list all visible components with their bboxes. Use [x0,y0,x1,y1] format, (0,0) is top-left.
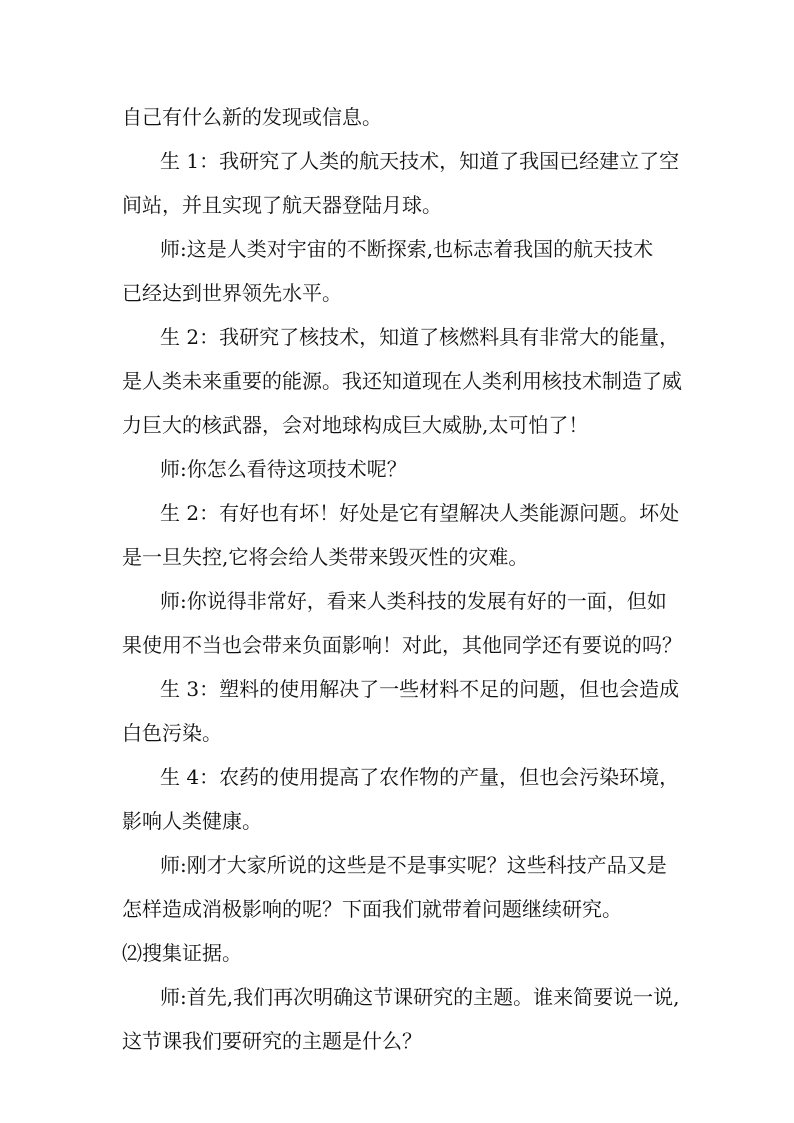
text-line: 是人类未来重要的能源。我还知道现在人类利用核技术制造了威 [122,369,682,393]
text-line: 生 2：有好也有坏！好处是它有望解决人类能源问题。坏处 [160,501,680,525]
text-line: 间站，并且实现了航天器登陆月球。 [122,193,442,217]
section-heading: ⑵搜集证据。 [122,941,242,965]
text-line: 师:你怎么看待这项技术呢？ [160,457,407,481]
text-line: 果使用不当也会带来负面影响！对此，其他同学还有要说的吗？ [122,633,682,657]
text-line: 生 1：我研究了人类的航天技术，知道了我国已经建立了空 [160,149,680,173]
text-line: 自己有什么新的发现或信息。 [122,105,382,129]
text-line: 怎样造成消极影响的呢？下面我们就带着问题继续研究。 [122,897,622,921]
text-line: 生 3：塑料的使用解决了一些材料不足的问题，但也会造成 [160,677,680,701]
text-line: 是一旦失控,它将会给人类带来毁灭性的灾难。 [122,545,529,569]
text-line: 生 4：农药的使用提高了农作物的产量，但也会污染环境， [160,765,680,789]
text-line: 生 2：我研究了核技术，知道了核燃料具有非常大的能量， [160,325,680,349]
text-line: 师:刚才大家所说的这些是不是事实呢？这些科技产品又是 [160,853,667,877]
text-line: 力巨大的核武器，会对地球构成巨大威胁,太可怕了！ [122,413,589,437]
text-line: 白色污染。 [122,721,222,745]
text-line: 师:这是人类对宇宙的不断探索,也标志着我国的航天技术 [160,237,654,261]
text-line: 师:首先,我们再次明确这节课研究的主题。谁来简要说一说, [160,985,680,1009]
text-line: 已经达到世界领先水平。 [122,281,342,305]
text-line: 影响人类健康。 [122,809,262,833]
text-line: 师:你说得非常好，看来人类科技的发展有好的一面，但如 [160,589,667,613]
text-line: 这节课我们要研究的主题是什么？ [122,1029,422,1053]
